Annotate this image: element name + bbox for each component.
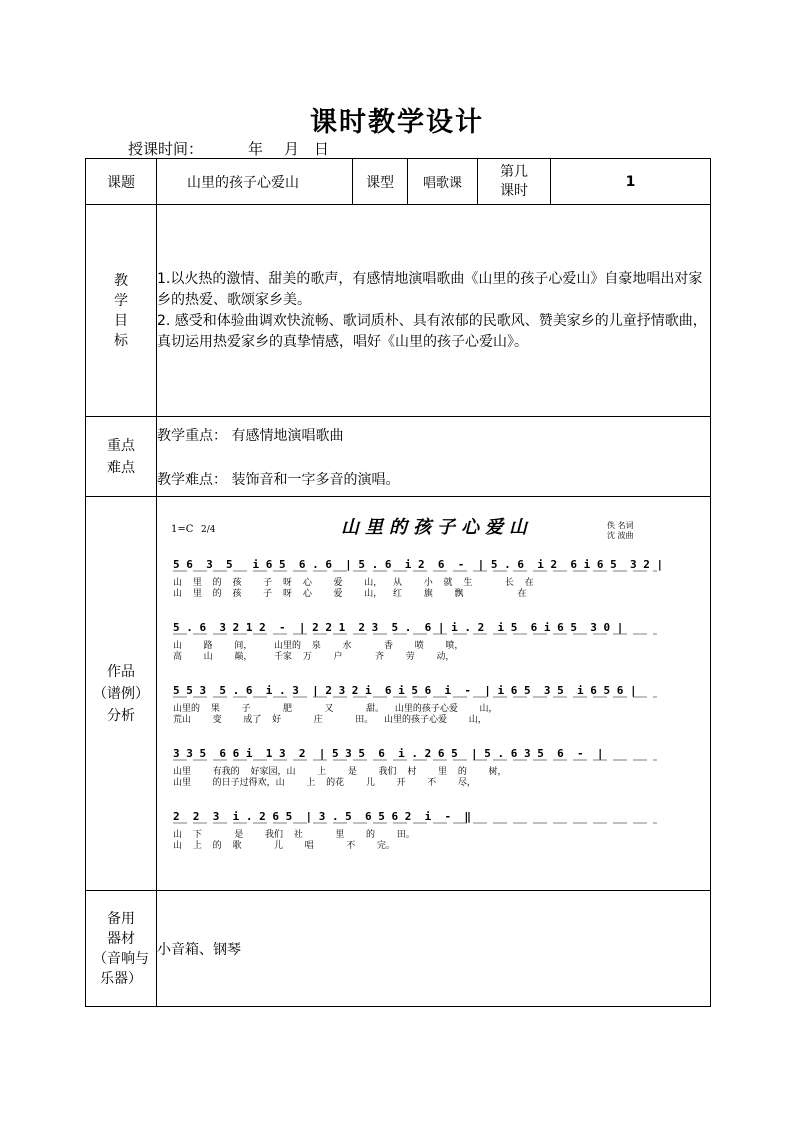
header-row [86,159,711,205]
equipment-label-3: （音响与 [93,950,149,967]
type-value: 唱歌课 [408,159,478,205]
score-key: 1=C [171,523,194,535]
score-time-signature: 2/4 [201,524,216,535]
score-notes-row: 3 3 5 6 6 i 1 3 2 | 5 3 5 6 i . 2 6 5 | 5 . 6 3 5 6 - | [173,746,604,760]
work-analysis-row [86,497,711,891]
score-notes-row: 5 . 6 3 2 1 2 - | 2 2 1 2 3 5 . 6 | i . 2 i 5 6 i 6 5 3 0 | [173,620,624,634]
teaching-focus: 教学重点： 有感情地演唱歌曲 [157,427,344,444]
score-lyric1-row: 山 路 间， 山里的 泉 水 香 喷 喷， [173,640,464,651]
key-points-label-1: 重点 [107,437,135,454]
goals-label-3: 目 [114,312,128,329]
goals-label [86,205,157,417]
period-label-line2: 课时 [500,182,528,199]
period-label [478,159,551,205]
topic-value: 山里的孩子心爱山 [157,159,353,205]
score-notes-row: 5 6 3 5 i 6 5 6 . 6 | 5 . 6 i 2 6 - | 5 . 6 i 2 6 i 6 5 3 2 | [173,557,664,571]
goal-item-2: 2. 感受和体验曲调欢快流畅、歌词质朴、具有浓郁的民歌风、赞美家乡的儿童抒情歌曲，真切运用热爱家乡的真挚情感，唱好《山里的孩子心爱山》。 [157,312,707,350]
score-lyric2-row: 荒山 变 成了 好 庄 田。 山里的孩子心爱 山， [173,714,487,725]
goals-label-1: 教 [114,272,128,289]
work-label-2: （谱例） [93,685,149,702]
score-notes-row: 5 5 3 5 . 6 i . 3 | 2 3 2 i 6 i 5 6 i - | i 6 5 3 5 i 6 5 6 | [173,683,637,697]
lesson-plan-table [85,158,711,1007]
goals-row [86,205,711,417]
music-score [157,498,710,890]
key-points-label [86,417,157,497]
score-cell [157,497,711,891]
score-lyric1-row: 山里的 果 子 肥 又 甜。 山里的孩子心爱 山， [173,703,498,714]
work-label-3: 分析 [107,707,135,724]
equipment-label-1: 备用 [107,910,135,927]
score-composer: 沈 波曲 [607,530,634,540]
score-song-title: 山里的孩子心爱山 [341,516,533,538]
score-lyric2-row: 山 上 的 歌 儿 唱 不 完。 [173,840,395,851]
score-lyric2-row: 山 里 的 孩 子 呀 心 爱 山， 红 旗 飘 在 [173,588,527,599]
equipment-row [86,891,711,1007]
date-year: 年 [248,140,264,158]
score-svg [157,498,710,890]
period-label-line1: 第几 [500,163,528,180]
equipment-label [86,891,157,1007]
goals-content [157,205,711,417]
goal-item-1: 1.以火热的激情、甜美的歌声，有感情地演唱歌曲《山里的孩子心爱山》自豪地唱出对家乡的热爱、歌颂家乡美。 [157,270,703,308]
date-label: 授课时间： [128,140,204,158]
score-lyric1-row: 山里 有我的 好家园，山 上 是 我们 村 里 的 树， [173,766,507,777]
topic-label: 课题 [86,159,157,205]
page-title: 课时教学设计 [310,107,484,138]
score-lyric1-row: 山 里 的 孩 子 呀 心 爱 山， 从 小 就 生 长 在 [173,577,534,588]
teaching-difficulty: 教学难点： 装饰音和一字多音的演唱。 [157,471,400,488]
date-day: 日 [314,140,330,158]
equipment-value: 小音箱、钢琴 [157,891,711,1007]
key-points-label-2: 难点 [107,459,135,476]
date-month: 月 [284,140,300,158]
score-lyricist: 佚 名词 [607,520,634,530]
equipment-label-2: 器材 [107,930,135,947]
score-lyric1-row: 山 下 是 我们 社 里 的 田。 [173,829,415,840]
score-notes-row: 2 2 3 i . 2 6 5 | 3 . 5 6 5 6 2 i - ‖ [173,809,472,823]
type-label: 课型 [353,159,408,205]
period-value: 1 [551,159,711,205]
score-lyric2-row: 高 山 巅， 千家 万 户 齐 劳 动， [173,651,455,662]
goals-label-2: 学 [114,292,128,309]
work-label [86,497,157,891]
goals-label-4: 标 [114,332,128,349]
work-label-1: 作品 [107,663,135,680]
score-lyric2-row: 山里 的日子过得欢，山 上 的花 儿 开 不 尽， [173,777,476,788]
key-points-row [86,417,711,497]
key-points-content [157,417,711,497]
equipment-label-4: 乐器） [100,970,142,987]
